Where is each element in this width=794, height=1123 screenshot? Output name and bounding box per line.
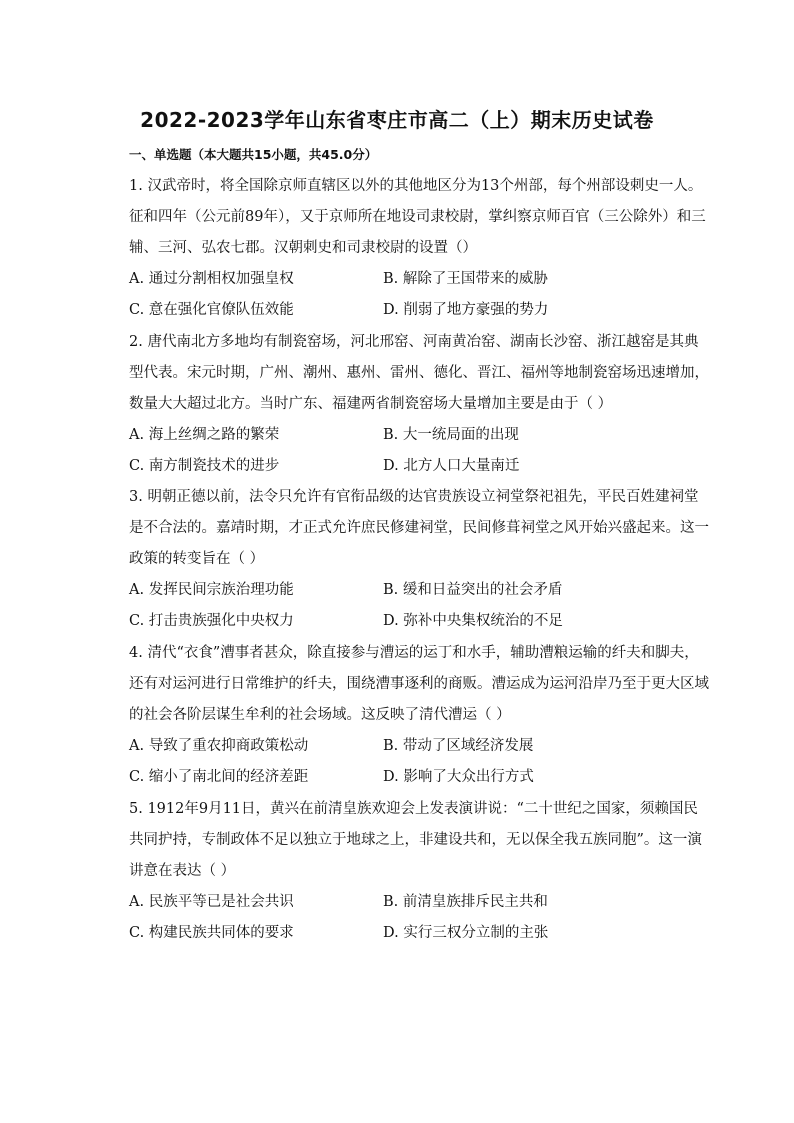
question-2-line-2: 型代表。宋元时期，广州、潮州、惠州、雷州、德化、晋江、福州等地制瓷窑场迅速增加， (129, 365, 709, 381)
question-2-line-3: 数量大大超过北方。当时广东、福建两省制瓷窑场大量增加主要是由于（ ） (129, 396, 613, 412)
question-1-option-a: A. 通过分割相权加强皇权 (129, 271, 294, 287)
question-5-line-1: 5. 1912年9月11日，黄兴在前清皇族欢迎会上发表演讲说：“二十世纪之国家，须赖国民 (129, 801, 698, 817)
question-4-option-a: A. 导致了重农抑商政策松动 (129, 738, 309, 754)
question-5-option-d: D. 实行三权分立制的主张 (383, 925, 549, 941)
question-5-line-3: 讲意在表达（ ） (129, 863, 236, 879)
question-5-option-b: B. 前清皇族排斥民主共和 (383, 894, 548, 910)
question-5-option-a: A. 民族平等已是社会共识 (129, 894, 294, 910)
question-3-option-c: C. 打击贵族强化中央权力 (129, 613, 294, 629)
question-1-line-1: 1. 汉武帝时，将全国除京师直辖区以外的其他地区分为13个州部，每个州部设刺史一人。 (129, 178, 703, 194)
question-1-line-2: 征和四年（公元前89年），又于京师所在地设司隶校尉，掌纠察京师百官（三公除外）和三 (129, 209, 706, 225)
question-1-option-d: D. 削弱了地方豪强的势力 (383, 302, 549, 318)
question-4-option-d: D. 影响了大众出行方式 (383, 769, 534, 785)
question-3-line-3: 政策的转变旨在（ ） (129, 551, 265, 567)
question-5-option-c: C. 构建民族共同体的要求 (129, 925, 294, 941)
question-2-option-a: A. 海上丝绸之路的繁荣 (129, 427, 280, 443)
question-3-line-2: 是不合法的。嘉靖时期，才正式允许庶民修建祠堂，民间修葺祠堂之风开始兴盛起来。这一 (129, 520, 709, 536)
question-3-option-d: D. 弥补中央集权统治的不足 (383, 613, 563, 629)
question-2-option-d: D. 北方人口大量南迁 (383, 458, 520, 474)
question-4-line-2: 还有对运河进行日常维护的纤夫，围绕漕事逐利的商贩。漕运成为运河沿岸乃至于更大区域 (129, 676, 709, 692)
question-2-option-c: C. 南方制瓷技术的进步 (129, 458, 280, 474)
question-2-option-b: B. 大一统局面的出现 (383, 427, 519, 443)
question-4-option-c: C. 缩小了南北间的经济差距 (129, 769, 309, 785)
question-4-option-b: B. 带动了区域经济发展 (383, 738, 534, 754)
question-4-line-1: 4. 清代“衣食”漕事者甚众，除直接参与漕运的运丁和水手，辅助漕粮运输的纤夫和脚夫， (129, 645, 699, 661)
page-title: 2022-2023学年山东省枣庄市高二（上）期末历史试卷 (140, 108, 654, 132)
section-heading: 一、单选题（本大题共15小题，共45.0分） (129, 147, 378, 162)
question-1-option-b: B. 解除了王国带来的威胁 (383, 271, 548, 287)
question-4-line-3: 的社会各阶层谋生牟利的社会场域。这反映了清代漕运（ ） (129, 707, 511, 723)
question-1-line-3: 辅、三河、弘农七郡。汉朝刺史和司隶校尉的设置（） (129, 240, 477, 256)
question-3-option-a: A. 发挥民间宗族治理功能 (129, 582, 294, 598)
question-2-line-1: 2. 唐代南北方多地均有制瓷窑场，河北邢窑、河南黄冶窑、湖南长沙窑、浙江越窑是其典 (129, 334, 699, 350)
question-5-line-2: 共同护持，专制政体不足以独立于地球之上，非建设共和，无以保全我五族同胞”。这一演 (129, 832, 702, 848)
question-3-line-1: 3. 明朝正德以前，法令只允许有官衔品级的达官贵族设立祠堂祭祀祖先，平民百姓建祠堂 (129, 489, 699, 505)
question-3-option-b: B. 缓和日益突出的社会矛盾 (383, 582, 563, 598)
question-1-option-c: C. 意在强化官僚队伍效能 (129, 302, 294, 318)
